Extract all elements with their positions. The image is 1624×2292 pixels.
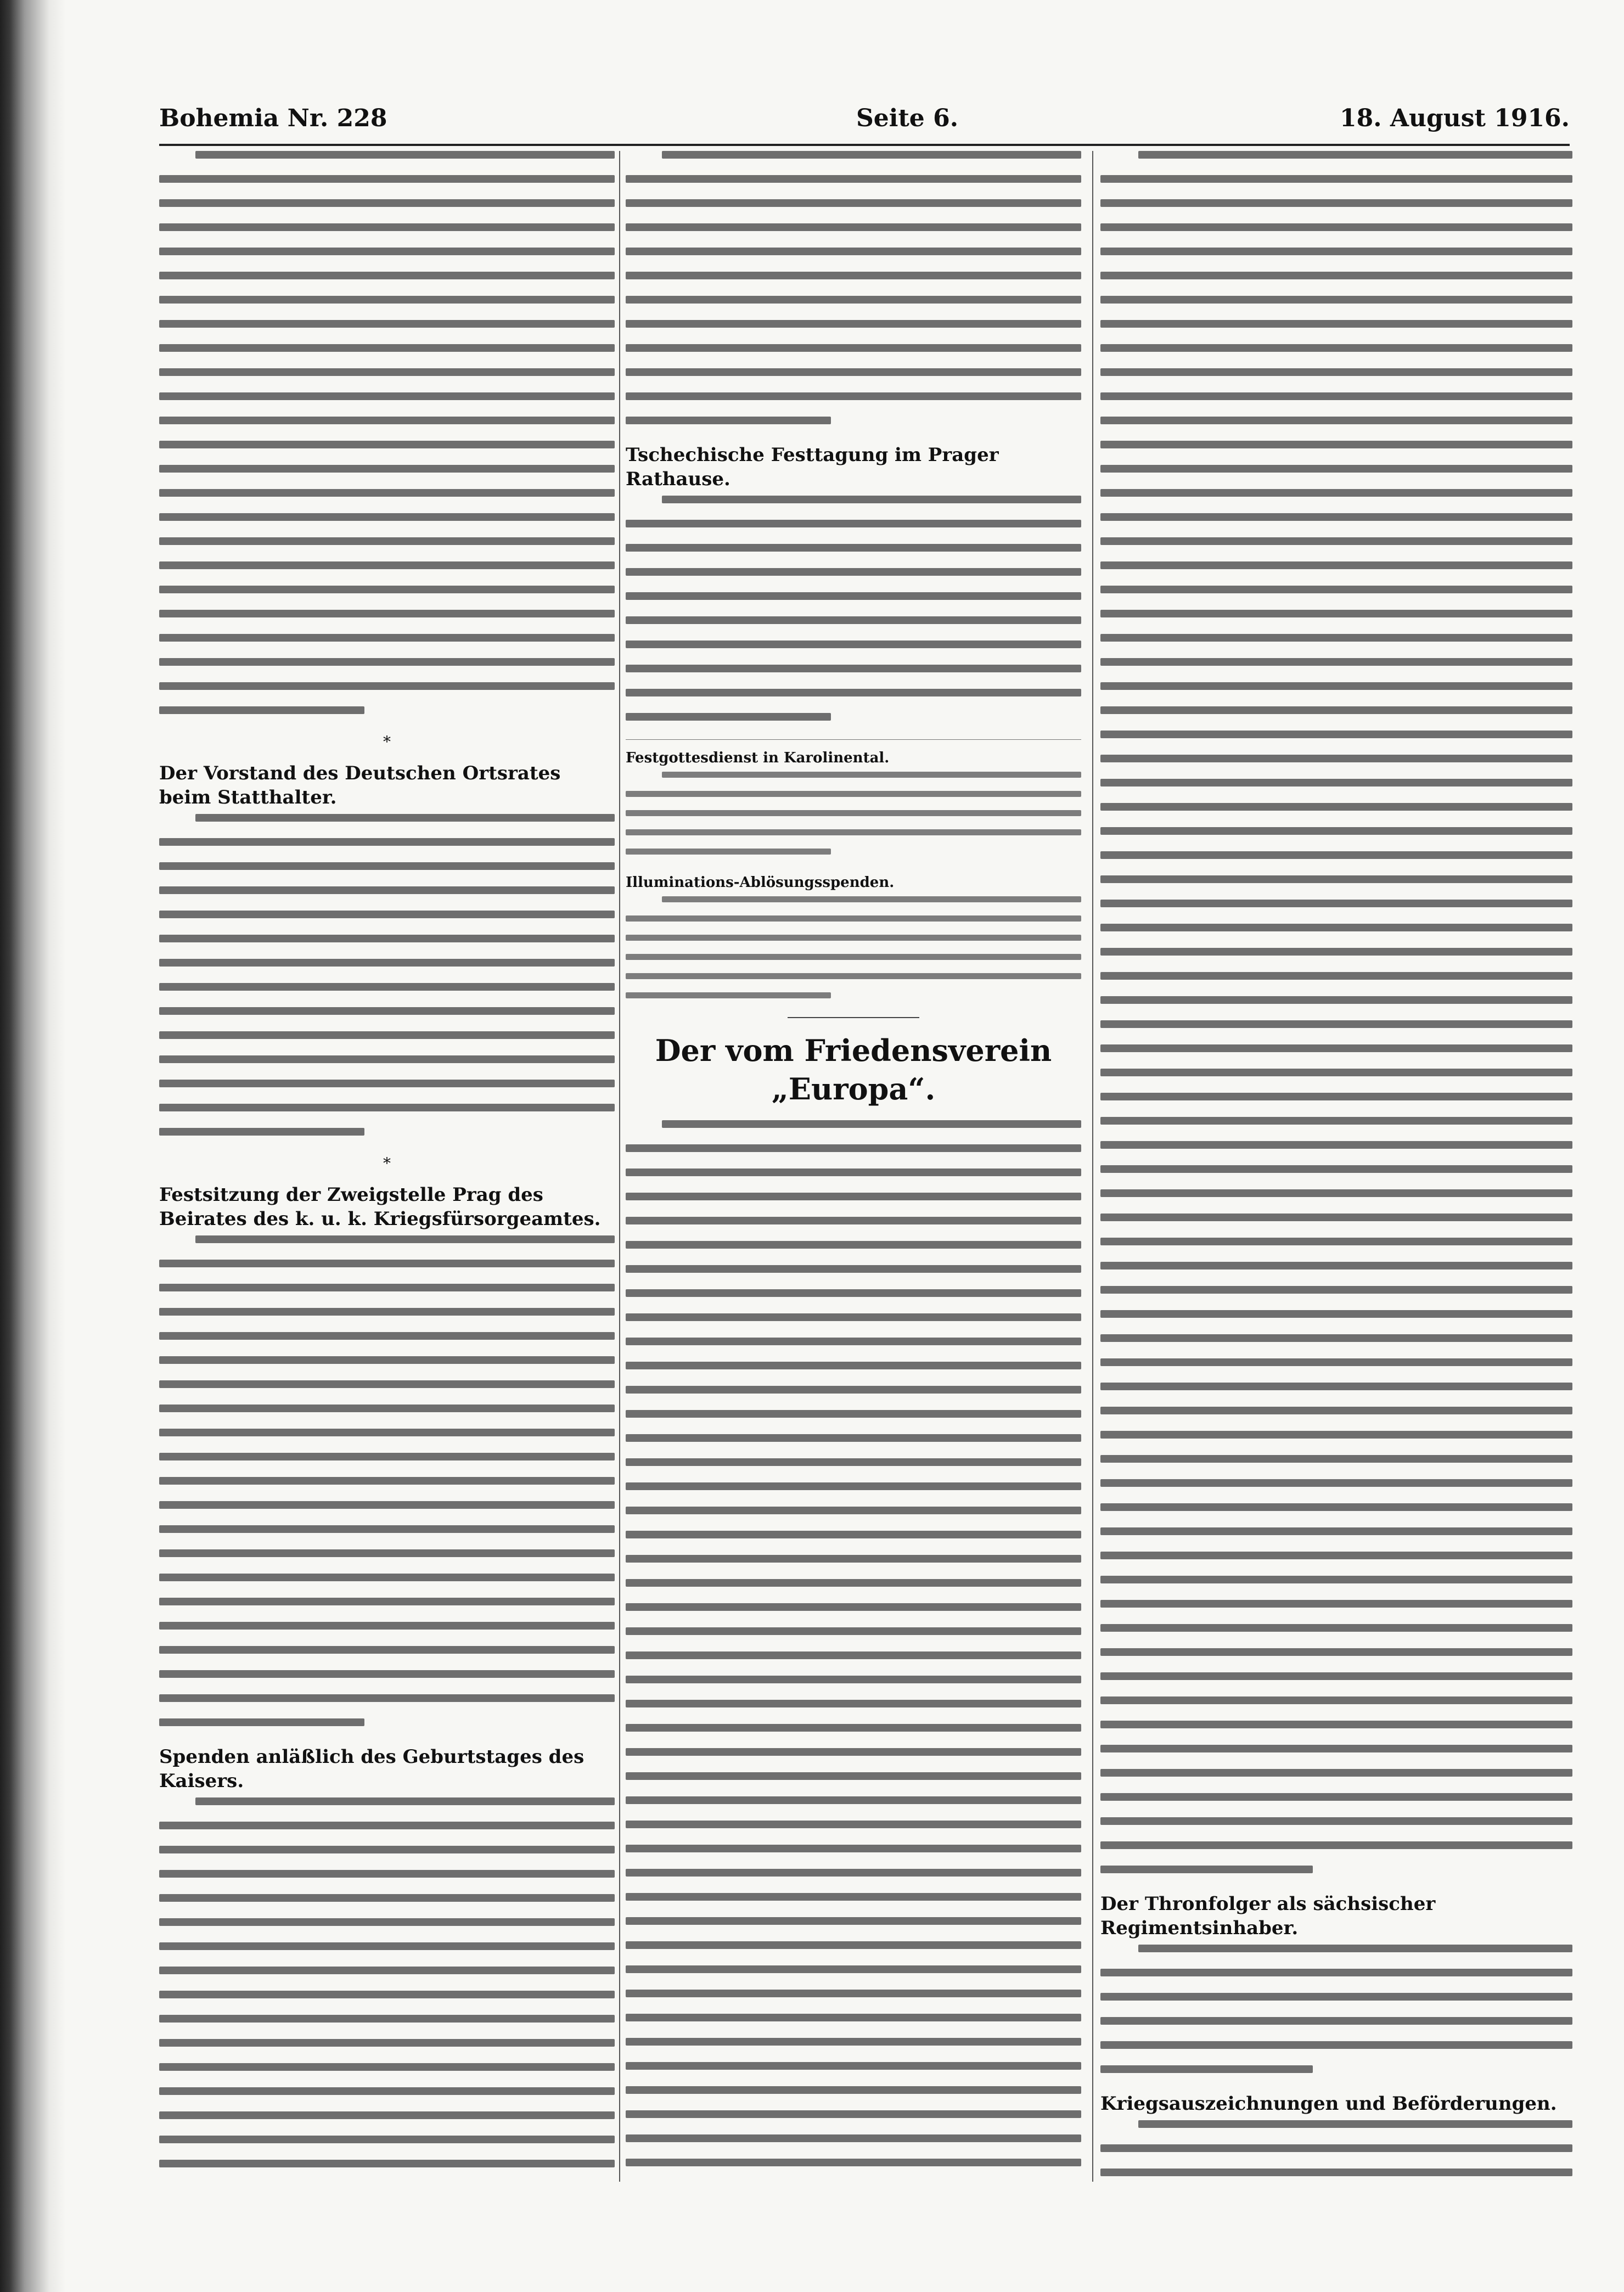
text-line <box>626 568 1081 576</box>
text-line <box>159 1308 615 1316</box>
text-line <box>159 1429 615 1436</box>
text-line <box>159 1477 615 1485</box>
text-line <box>159 2111 615 2119</box>
text-line <box>626 1434 1081 1442</box>
text-line <box>662 151 1081 159</box>
article-heading: Tschechische Festtagung im Prager Rathause. <box>626 444 999 490</box>
text-line <box>1100 731 1572 738</box>
text-line <box>1100 1576 1572 1583</box>
text-line <box>159 586 615 593</box>
text-line <box>626 665 1081 672</box>
column-3 <box>1100 151 1572 2182</box>
text-line <box>1100 1696 1572 1704</box>
text-line <box>195 1797 615 1805</box>
text-line <box>159 392 615 400</box>
header-page-number: Seite 6. <box>856 104 959 132</box>
text-line <box>1100 417 1572 424</box>
text-line <box>159 1718 364 1726</box>
text-line <box>626 935 1081 941</box>
text-line <box>159 2160 615 2167</box>
text-line <box>626 1265 1081 1273</box>
rule <box>788 1017 919 1018</box>
text-line <box>1100 1455 1572 1463</box>
text-line <box>1100 755 1572 762</box>
text-line <box>1100 320 1572 328</box>
text-line <box>626 1724 1081 1732</box>
text-line <box>1100 803 1572 811</box>
text-line <box>1100 1358 1572 1366</box>
text-line <box>1100 1383 1572 1390</box>
text-line <box>1100 1431 1572 1439</box>
text-line <box>159 1405 615 1412</box>
text-line <box>626 368 1081 376</box>
text-line <box>1100 1527 1572 1535</box>
text-line <box>159 1104 615 1111</box>
text-line <box>1100 682 1572 690</box>
article-heading: Festsitzung der Zweigstelle Prag des Beirates des k. u. k. Kriegsfürsorgeamtes. <box>159 1184 601 1230</box>
article-kriegsauszeichnungen <box>1100 2092 1572 2182</box>
text-line <box>626 1531 1081 1538</box>
text-line <box>159 610 615 617</box>
text-line <box>1100 924 1572 931</box>
text-line <box>1100 248 1572 255</box>
text-line <box>626 2014 1081 2021</box>
text-line <box>195 1235 615 1243</box>
text-line <box>626 1869 1081 1877</box>
text-line <box>626 1458 1081 1466</box>
text-line <box>626 1217 1081 1224</box>
text-line <box>159 1525 615 1533</box>
article-heading: Der Vorstand des Deutschen Ortsrates beim Statthalter. <box>159 762 561 808</box>
text-line <box>1100 1214 1572 1221</box>
text-line <box>626 320 1081 328</box>
text-line <box>626 1144 1081 1152</box>
text-line <box>626 199 1081 207</box>
text-line <box>1100 1817 1572 1825</box>
text-line <box>1100 779 1572 787</box>
text-line <box>626 713 831 721</box>
header-publication: Bohemia Nr. 228 <box>159 104 387 132</box>
text-line <box>159 682 615 690</box>
text-line <box>626 344 1081 352</box>
text-line <box>1100 1020 1572 1028</box>
column-divider <box>1092 151 1093 2182</box>
text-line <box>159 1870 615 1878</box>
article-heading: Spenden anläßlich des Geburtstages des Kaisers. <box>159 1746 585 1792</box>
text-line <box>1100 827 1572 835</box>
text-line <box>159 1670 615 1678</box>
text-line <box>159 1055 615 1063</box>
text-line <box>1100 2144 1572 2152</box>
text-line <box>159 223 615 231</box>
text-line <box>1100 900 1572 907</box>
article-heading: Der Thronfolger als sächsischer Regimentsinhaber. <box>1100 1893 1436 1939</box>
text-line <box>626 2086 1081 2094</box>
text-line <box>1100 1721 1572 1728</box>
text-line <box>626 915 1081 922</box>
text-line <box>626 791 1081 797</box>
text-line <box>1100 658 1572 666</box>
text-line <box>1100 1745 1572 1752</box>
article-thronfolger <box>1100 1892 1572 2073</box>
text-line <box>1100 1069 1572 1076</box>
text-line <box>1100 175 1572 183</box>
text-line <box>626 1676 1081 1683</box>
text-line <box>159 272 615 279</box>
text-line <box>195 814 615 822</box>
text-line <box>159 1646 615 1654</box>
header-rule <box>159 144 1570 146</box>
text-line <box>159 935 615 942</box>
text-line <box>1100 1262 1572 1269</box>
article-festsitzung <box>159 1183 615 1726</box>
text-line <box>626 2159 1081 2166</box>
text-line <box>626 1772 1081 1780</box>
text-line <box>626 592 1081 600</box>
text-line <box>662 896 1081 902</box>
text-line <box>1100 1866 1313 1873</box>
article-heading: Illuminations-Ablösungsspenden. <box>626 874 895 891</box>
article-spenden-continued <box>626 151 1081 424</box>
text-line <box>1138 151 1572 159</box>
text-line <box>1100 634 1572 642</box>
text-line <box>1100 1793 1572 1801</box>
text-line <box>1100 2017 1572 2025</box>
scan-edge-shadow <box>0 0 66 2292</box>
article-friedensverein <box>626 1120 1081 2182</box>
text-line <box>1100 1093 1572 1100</box>
text-line <box>626 1917 1081 1925</box>
text-line <box>1100 1841 1572 1849</box>
text-line <box>626 1555 1081 1563</box>
text-line <box>626 296 1081 304</box>
text-line <box>626 616 1081 624</box>
text-line <box>159 1380 615 1388</box>
text-line <box>159 1031 615 1039</box>
text-line <box>1100 1969 1572 1976</box>
text-line <box>1100 1165 1572 1173</box>
text-line <box>1100 1672 1572 1680</box>
text-line <box>159 561 615 569</box>
text-line <box>626 2062 1081 2070</box>
separator-star: * <box>383 733 391 751</box>
text-line <box>195 151 615 159</box>
text-line <box>1100 1479 1572 1487</box>
text-line <box>159 368 615 376</box>
text-line <box>626 1169 1081 1176</box>
text-line <box>1100 513 1572 521</box>
text-line <box>626 2110 1081 2118</box>
text-line <box>626 1482 1081 1490</box>
text-line <box>1100 199 1572 207</box>
text-line <box>159 959 615 967</box>
text-line <box>662 496 1081 503</box>
text-line <box>1100 1044 1572 1052</box>
text-line <box>159 1598 615 1605</box>
text-line <box>1100 368 1572 376</box>
text-line <box>159 2063 615 2071</box>
text-line <box>1100 1503 1572 1511</box>
text-line <box>626 992 831 998</box>
text-line <box>626 954 1081 960</box>
text-line <box>662 772 1081 778</box>
text-line <box>626 641 1081 648</box>
text-line <box>1100 223 1572 231</box>
text-line <box>159 1332 615 1340</box>
text-line <box>159 2015 615 2023</box>
text-line <box>159 537 615 545</box>
text-line <box>626 1410 1081 1418</box>
text-line <box>626 1241 1081 1249</box>
text-line <box>1100 706 1572 714</box>
text-line <box>1100 1769 1572 1777</box>
text-line <box>159 417 615 424</box>
text-line <box>159 2087 615 2095</box>
text-line <box>159 1128 364 1136</box>
text-line <box>626 973 1081 979</box>
text-line <box>1100 1310 1572 1318</box>
text-line <box>1100 392 1572 400</box>
text-line <box>1100 344 1572 352</box>
text-line <box>626 829 1081 835</box>
column-divider <box>619 151 620 2182</box>
text-line <box>1100 1552 1572 1559</box>
text-line <box>1100 1189 1572 1197</box>
text-line <box>1100 2041 1572 2049</box>
text-line <box>159 320 615 328</box>
rule <box>626 739 1081 740</box>
text-line <box>626 1386 1081 1394</box>
text-line <box>626 1603 1081 1611</box>
column-1 <box>159 151 615 2182</box>
text-line <box>1100 1993 1572 2001</box>
text-line <box>1100 561 1572 569</box>
text-line <box>159 983 615 991</box>
text-line <box>626 1627 1081 1635</box>
text-line <box>626 417 831 424</box>
text-line <box>159 1260 615 1267</box>
text-line <box>626 1651 1081 1659</box>
text-line <box>1100 1238 1572 1245</box>
text-line <box>1138 2120 1572 2128</box>
text-line <box>159 1356 615 1364</box>
text-line <box>159 248 615 255</box>
article-friedensverein-continued <box>1100 151 1572 1873</box>
text-line <box>626 223 1081 231</box>
text-line <box>159 634 615 642</box>
text-line <box>1100 1117 1572 1125</box>
text-line <box>159 1991 615 1998</box>
text-line <box>1100 296 1572 304</box>
text-line <box>1100 996 1572 1004</box>
text-line <box>1100 586 1572 593</box>
text-line <box>626 1821 1081 1828</box>
text-line <box>159 2136 615 2143</box>
text-line <box>662 1120 1081 1128</box>
text-line <box>626 392 1081 400</box>
text-line <box>159 658 615 666</box>
text-line <box>1100 465 1572 473</box>
text-line <box>159 465 615 473</box>
separator-star: * <box>383 1154 391 1172</box>
text-line <box>626 272 1081 279</box>
article-vorstand <box>159 761 615 1136</box>
text-line <box>1100 537 1572 545</box>
text-line <box>159 1574 615 1581</box>
text-line <box>1100 972 1572 980</box>
text-line <box>1100 1141 1572 1149</box>
text-line <box>1100 1600 1572 1608</box>
text-line <box>159 1894 615 1902</box>
text-line <box>159 706 364 714</box>
article-festtagung <box>626 443 1081 721</box>
article-kapellen <box>159 151 615 714</box>
text-line <box>159 1080 615 1087</box>
text-line <box>1100 489 1572 497</box>
text-line <box>1100 2065 1313 2073</box>
article-heading: Festgottesdienst in Karolinental. <box>626 750 890 766</box>
text-line <box>626 849 831 855</box>
text-line <box>159 1822 615 1829</box>
text-line <box>626 689 1081 696</box>
text-line <box>159 344 615 352</box>
text-line <box>626 1289 1081 1297</box>
text-line <box>159 199 615 207</box>
feuilleton-title: Der vom Friedensverein „Europa“. <box>655 1033 1052 1106</box>
text-line <box>159 441 615 448</box>
article-heading: Kriegsauszeichnungen und Beförderungen. <box>1100 2093 1557 2115</box>
text-line <box>159 513 615 521</box>
text-line <box>1100 1334 1572 1342</box>
text-line <box>626 1507 1081 1514</box>
page-header <box>159 104 1570 137</box>
text-line <box>626 1700 1081 1707</box>
text-line <box>626 1990 1081 1997</box>
text-line <box>1138 1945 1572 1952</box>
article-illuminations <box>626 873 1081 998</box>
text-line <box>626 1313 1081 1321</box>
text-line <box>159 1453 615 1460</box>
text-line <box>626 1796 1081 1804</box>
text-line <box>1100 2169 1572 2176</box>
text-line <box>626 2134 1081 2142</box>
text-line <box>159 1284 615 1291</box>
text-line <box>626 1193 1081 1200</box>
text-line <box>159 1622 615 1630</box>
text-line <box>626 544 1081 552</box>
text-line <box>626 1748 1081 1756</box>
text-line <box>1100 1286 1572 1294</box>
text-line <box>159 1549 615 1557</box>
text-line <box>159 1501 615 1509</box>
text-line <box>159 1918 615 1926</box>
column-2 <box>626 151 1081 2182</box>
text-line <box>159 1007 615 1015</box>
header-date: 18. August 1916. <box>1340 104 1570 132</box>
text-line <box>626 1845 1081 1852</box>
text-line <box>159 1846 615 1853</box>
text-line <box>626 1338 1081 1345</box>
text-line <box>159 862 615 870</box>
text-line <box>1100 851 1572 859</box>
text-line <box>626 175 1081 183</box>
article-spenden <box>159 1745 615 2182</box>
text-line <box>159 911 615 918</box>
text-line <box>1100 1648 1572 1656</box>
text-line <box>159 489 615 497</box>
text-line <box>626 1893 1081 1901</box>
article-festgottesdienst <box>626 749 1081 855</box>
text-line <box>1100 948 1572 956</box>
text-line <box>1100 1624 1572 1632</box>
text-line <box>626 1941 1081 1949</box>
text-line <box>626 1965 1081 1973</box>
text-line <box>159 2039 615 2047</box>
text-line <box>626 520 1081 527</box>
text-line <box>1100 441 1572 448</box>
text-line <box>626 2038 1081 2046</box>
text-line <box>159 1694 615 1702</box>
text-line <box>159 838 615 846</box>
text-line <box>626 248 1081 255</box>
text-line <box>1100 875 1572 883</box>
text-line <box>626 810 1081 816</box>
text-line <box>159 296 615 304</box>
text-line <box>159 886 615 894</box>
text-line <box>1100 1407 1572 1414</box>
text-line <box>159 1967 615 1974</box>
text-line <box>626 1579 1081 1587</box>
text-line <box>159 1942 615 1950</box>
text-line <box>626 1362 1081 1369</box>
text-line <box>1100 610 1572 617</box>
text-line <box>1100 272 1572 279</box>
text-line <box>159 175 615 183</box>
